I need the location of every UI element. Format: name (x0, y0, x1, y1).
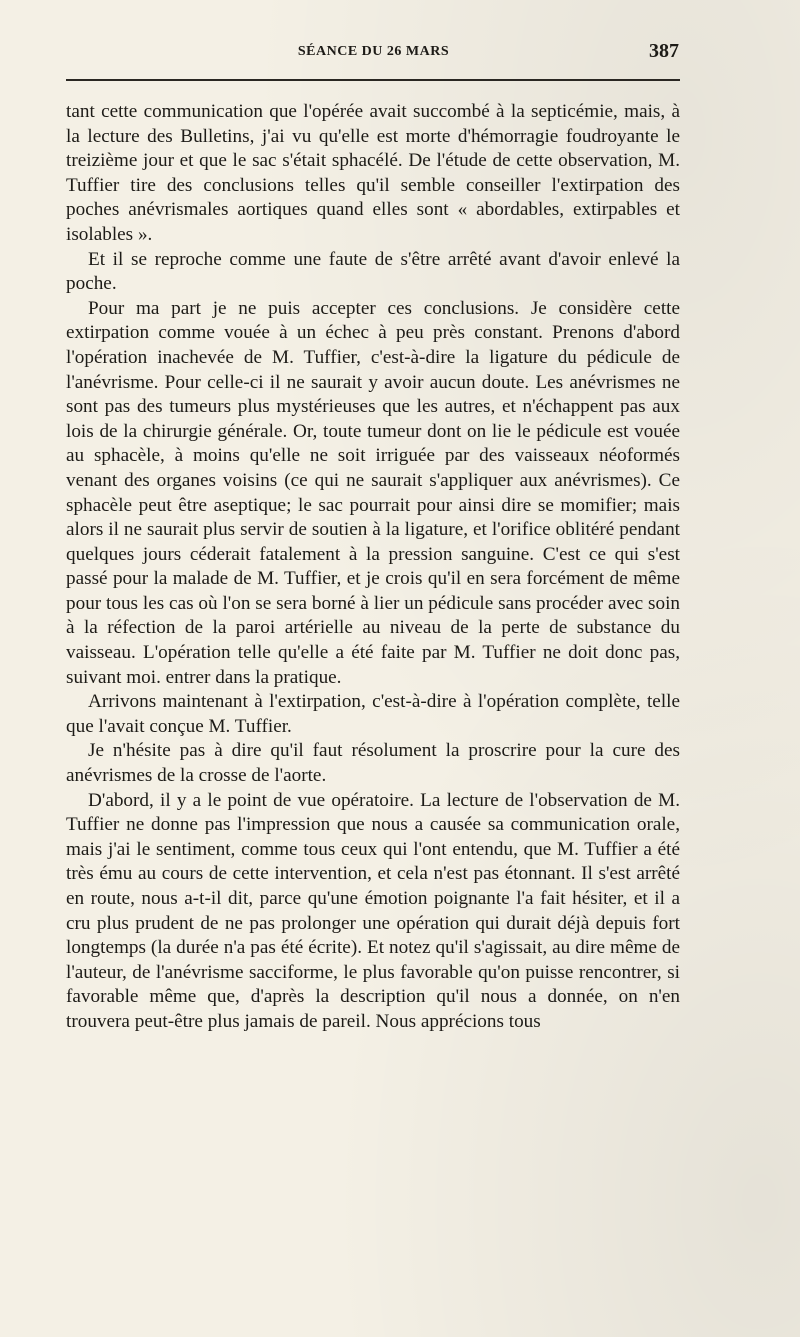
paragraph: tant cette communication que l'opérée avait succombé à la septicémie, mais, à la lecture des Bulletins, j'ai vu qu'elle est morte d'hémorragie foudroyante le treizième jour et que le sac s'était sphacélé. De l'étude de cette observation, M. Tuffier tire des conclusions telles qu'il semble conseiller l'extirpation des poches anévrismales aortiques quand elles sont « abordables, extirpables et isolables ». (66, 101, 680, 245)
page-header (66, 38, 681, 68)
paragraph: Je n'hésite pas à dire qu'il faut résolument la proscrire pour la cure des anévrismes de la crosse de l'aorte. (66, 740, 680, 787)
header-rule (66, 79, 680, 81)
body-text (66, 100, 680, 1035)
paragraph: Arrivons maintenant à l'extirpation, c'est-à-dire à l'opération complète, telle que l'avait conçue M. Tuffier. (66, 691, 680, 737)
paragraph: Et il se reproche comme une faute de s'être arrêté avant d'avoir enlevé la poche. (66, 248, 680, 295)
paragraph: Pour ma part je ne puis accepter ces conclusions. Je considère cette extirpation comme vouée à un échec à peu près constant. Prenons d'abord l'opération inachevée de M. Tuffier, c'est-à-dire la ligature du pédicule de l'anévrisme. Pour celle-ci il ne saurait y avoir aucun doute. Les anévrismes ne sont pas des tumeurs plus mystérieuses que les autres, et n'échappent pas aux lois de la chirurgie générale. Or, toute tumeur dont on lie le pédicule est vouée au sphacèle, à moins qu'elle ne soit irriguée par des vaisseaux néoformés venant des organes voisins (ce qui ne saurait s'appliquer aux anévrismes). Ce sphacèle peut être aseptique; le sac pourrait pour ainsi dire se momifier; mais alors il ne saurait plus servir de soutien à la ligature, et l'orifice oblitéré pendant quelques jours céderait fatalement à la pression sanguine. C'est ce qui s'est passé pour la malade de M. Tuffier, et je crois qu'il en sera forcément de même pour tous les cas où l'on se sera borné à lier un pédicule sans procéder avec soin à la réfection de la paroi artérielle au niveau de la perte de substance du vaisseau. L'opération telle qu'elle a été faite par M. Tuffier ne doit donc pas, suivant moi. entrer dans la pratique. (66, 297, 680, 688)
paragraph: D'abord, il y a le point de vue opératoire. La lecture de l'observation de M. Tuffier ne donne pas l'impression que nous a causée sa communication orale, mais j'ai le sentiment, comme tous ceux qui l'ont entendu, que M. Tuffier a été très ému au cours de cette intervention, et cela n'est pas étonnant. Il s'est arrêté en route, nous a-t-il dit, parce qu'une émotion poignante l'a fait hésiter, et il a cru plus prudent de ne pas prolonger une opération qui durait déjà depuis fort longtemps (la durée n'a pas été écrite). Et notez qu'il s'agissait, au dire même de l'auteur, de l'anévrisme sacciforme, le plus favorable qu'on puisse rencontrer, si favorable même que, d'après la description qu'il nous a donnée, on n'en trouvera peut-être plus jamais de pareil. Nous apprécions tous (66, 789, 680, 1032)
page-number: 387 (649, 40, 679, 62)
running-title: SÉANCE DU 26 MARS (297, 44, 450, 59)
